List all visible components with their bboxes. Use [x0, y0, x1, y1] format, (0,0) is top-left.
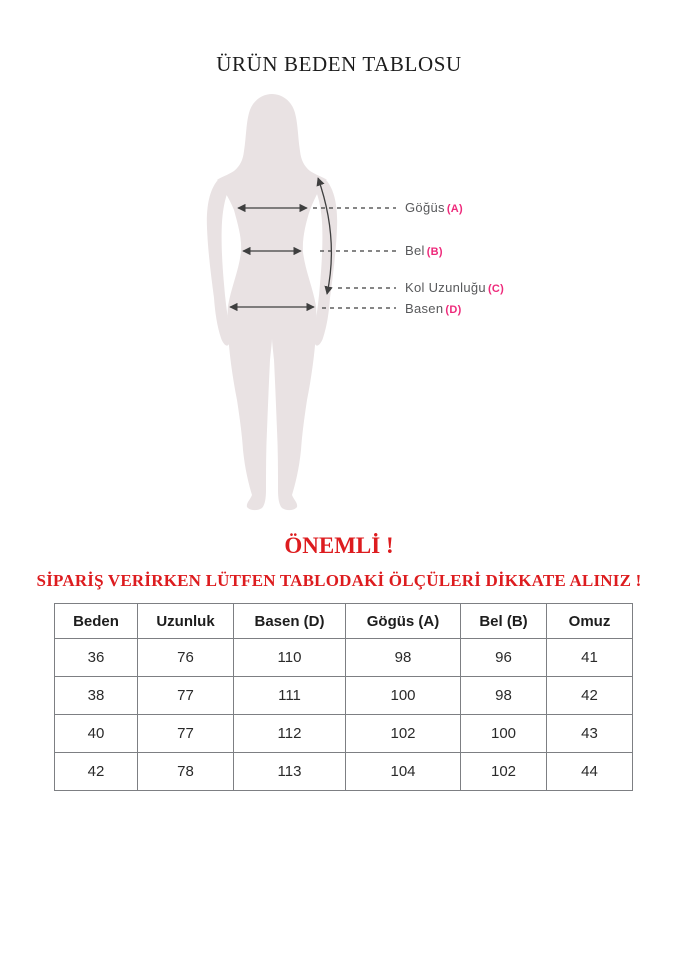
size-table-head	[55, 604, 633, 639]
table-cell: 77	[138, 677, 234, 715]
header-row	[55, 604, 633, 639]
right-arm	[313, 181, 337, 346]
column-header: Beden	[55, 604, 138, 639]
table-cell: 96	[461, 639, 547, 677]
table-cell: 102	[346, 715, 461, 753]
measurement-label-text: Basen	[405, 301, 444, 316]
measurement-label-waist	[405, 243, 443, 259]
column-header: Uzunluk	[138, 604, 234, 639]
table-cell: 100	[461, 715, 547, 753]
measurement-label-letter: (D)	[445, 304, 462, 316]
column-header: Omuz	[547, 604, 633, 639]
table-row	[55, 753, 633, 791]
notice-subheading: SİPARİŞ VERİRKEN LÜTFEN TABLODAKİ ÖLÇÜLERİ DİKKATE ALINIZ !	[36, 571, 642, 590]
table-cell: 111	[234, 677, 346, 715]
column-header: Bel (B)	[461, 604, 547, 639]
notice-heading: ÖNEMLİ !	[284, 533, 394, 558]
left-arm	[207, 181, 231, 346]
measurement-label-sleeve	[405, 280, 504, 296]
table-cell: 78	[138, 753, 234, 791]
table-cell: 110	[234, 639, 346, 677]
measurement-label-text: Göğüs	[405, 200, 445, 215]
table-cell: 98	[461, 677, 547, 715]
table-row	[55, 639, 633, 677]
measurement-label-hip	[405, 301, 462, 317]
table-cell: 104	[346, 753, 461, 791]
column-header: Gögüs (A)	[346, 604, 461, 639]
table-row	[55, 677, 633, 715]
measurement-label-text: Bel	[405, 243, 425, 258]
page-title: ÜRÜN BEDEN TABLOSU	[216, 52, 462, 76]
table-cell: 44	[547, 753, 633, 791]
body-silhouette	[217, 94, 327, 510]
table-cell: 40	[55, 715, 138, 753]
table-cell: 38	[55, 677, 138, 715]
measurement-label-bust	[405, 200, 463, 216]
table-cell: 42	[55, 753, 138, 791]
table-cell: 112	[234, 715, 346, 753]
table-cell: 98	[346, 639, 461, 677]
table-cell: 42	[547, 677, 633, 715]
measurement-label-letter: (C)	[487, 283, 505, 295]
size-table-body	[55, 639, 633, 791]
table-cell: 100	[346, 677, 461, 715]
measurement-label-text: Kol Uzunluğu	[405, 280, 486, 295]
table-cell: 36	[55, 639, 138, 677]
measurement-label-letter: (A)	[446, 203, 463, 215]
table-cell: 43	[547, 715, 633, 753]
column-header: Basen (D)	[234, 604, 346, 639]
table-cell: 41	[547, 639, 633, 677]
table-cell: 102	[461, 753, 547, 791]
table-cell: 113	[234, 753, 346, 791]
table-row	[55, 715, 633, 753]
table-cell: 76	[138, 639, 234, 677]
table-cell: 77	[138, 715, 234, 753]
size-table	[54, 603, 633, 791]
measurement-label-letter: (B)	[426, 246, 443, 258]
size-table-wrap	[54, 603, 632, 791]
